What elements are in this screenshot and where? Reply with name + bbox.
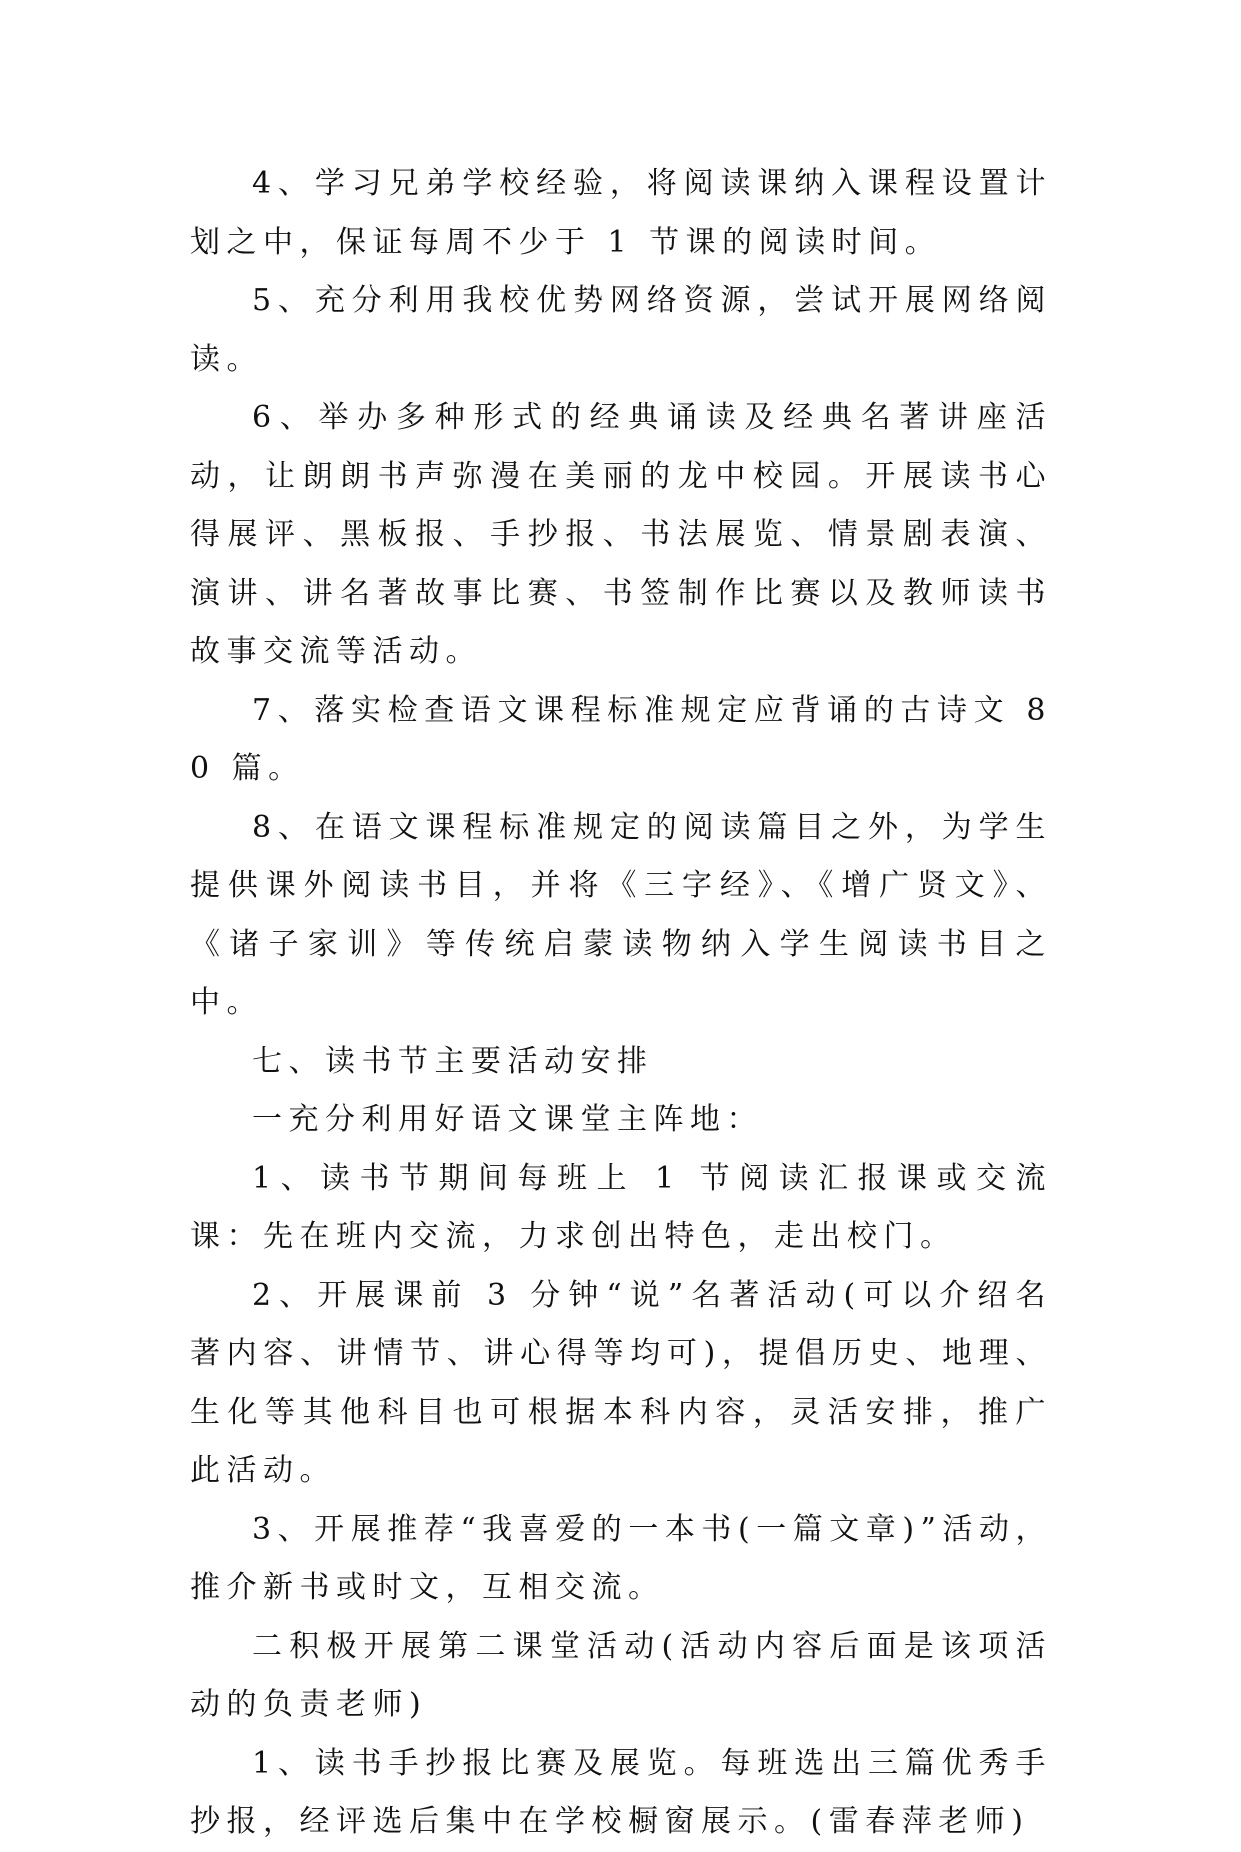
paragraph-item-4: 4、学习兄弟学校经验，将阅读课纳入课程设置计划之中，保证每周不少于 1 节课的阅读时间。 <box>190 166 1052 260</box>
subsection-heading-classroom: 一充分利用好语文课堂主阵地： <box>252 1102 763 1137</box>
section-heading-activities: 七、读书节主要活动安排 <box>252 1043 654 1079</box>
subsection-heading-second-classroom: 二积极开展第二课堂活动(活动内容后面是该项活动的负责老师) <box>190 1628 1052 1722</box>
document-body <box>190 155 1052 1852</box>
paragraph-item-5: 5、充分利用我校优势网络资源，尝试开展网络阅读。 <box>190 283 1052 377</box>
paragraph-item-6: 6、举办多种形式的经典诵读及经典名著讲座活动，让朗朗书声弥漫在美丽的龙中校园。开展读书心得展评、黑板报、手抄报、书法展览、情景剧表演、演讲、讲名著故事比赛、书签制作比赛以及教师读书故事交流等活动。 <box>190 400 1052 669</box>
paragraph-item-classroom-2: 2、开展课前 3 分钟“说”名著活动(可以介绍名著内容、讲情节、讲心得等均可)，提倡历史、地理、生化等其他科目也可根据本科内容，灵活安排，推广此活动。 <box>190 1277 1052 1488</box>
paragraph-item-second-classroom-1: 1、读书手抄报比赛及展览。每班选出三篇优秀手抄报，经评选后集中在学校橱窗展示。(雷春萍老师) <box>190 1745 1052 1839</box>
paragraph-item-7: 7、落实检查语文课程标准规定应背诵的古诗文 80 篇。 <box>190 692 1052 786</box>
paragraph-item-classroom-1: 1、读书节期间每班上 1 节阅读汇报课或交流课：先在班内交流，力求创出特色，走出校门。 <box>190 1160 1052 1254</box>
paragraph-item-classroom-3: 3、开展推荐“我喜爱的一本书(一篇文章)”活动，推介新书或时文，互相交流。 <box>190 1511 1052 1605</box>
paragraph-item-8: 8、在语文课程标准规定的阅读篇目之外，为学生提供课外阅读书目，并将《三字经》、《增广贤文》、《诸子家训》等传统启蒙读物纳入学生阅读书目之中。 <box>190 809 1052 1020</box>
